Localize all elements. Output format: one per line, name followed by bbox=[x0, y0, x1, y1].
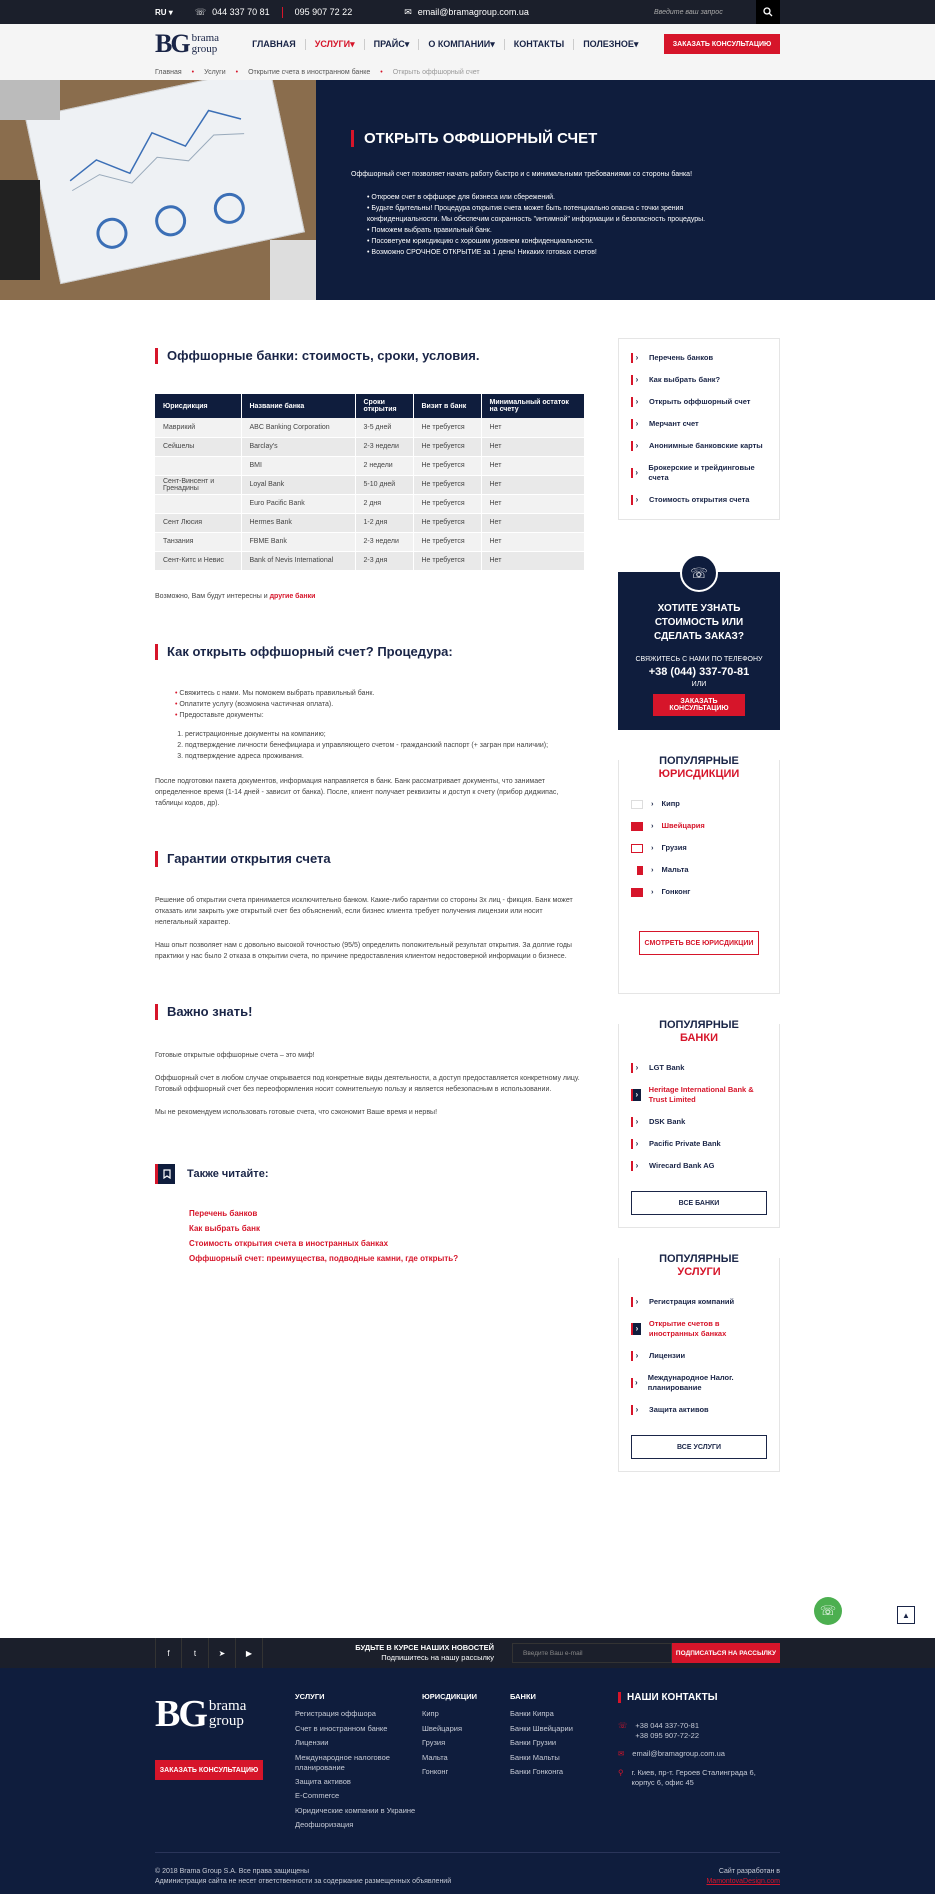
table-cell: Нет bbox=[481, 532, 585, 551]
sidebar-item[interactable]: › Как выбрать банк? bbox=[631, 369, 767, 391]
also-links bbox=[189, 1206, 585, 1266]
table-cell: Нет bbox=[481, 551, 585, 570]
search bbox=[646, 0, 780, 24]
call-box: ☏ ХОТИТЕ УЗНАТЬ СТОИМОСТЬ ИЛИ СДЕЛАТЬ ЗАКАЗ? СВЯЖИТЕСЬ С НАМИ ПО ТЕЛЕФОНУ +38 (044) 337-70-81 ИЛИ ЗАКАЗАТЬ КОНСУЛЬТАЦИЮ bbox=[618, 572, 780, 730]
footer-jurisdictions: ЮРИСДИКЦИИ Кипр Швейцария Грузия Мальта Гонконг bbox=[422, 1692, 478, 1776]
nav-useful[interactable]: ПОЛЕЗНОЕ▾ bbox=[583, 38, 639, 49]
service-item[interactable]: › Лицензии bbox=[631, 1345, 767, 1367]
bookmark-icon bbox=[155, 1164, 175, 1184]
table-cell bbox=[155, 494, 241, 513]
procedure-steps: • Свяжитесь с нами. Мы поможем выбрать правильный банк. • Оплатите услугу (возможна частичная оплата). • Предоставьте документы: bbox=[155, 688, 585, 721]
email-link[interactable]: ✉ email@bramagroup.com.ua bbox=[404, 6, 529, 17]
table-cell: Loyal Bank bbox=[241, 475, 355, 494]
chevron-right-icon: › bbox=[631, 1297, 641, 1307]
section-title-procedure: Как открыть оффшорный счет? Процедура: bbox=[155, 644, 585, 660]
search-button[interactable] bbox=[756, 0, 780, 24]
phone-2[interactable]: 095 907 72 22 bbox=[294, 7, 353, 17]
footer-banks: БАНКИ Банки Кипра Банки Швейцарии Банки Грузии Банки Мальты Банки Гонконга bbox=[510, 1692, 573, 1776]
nav-home[interactable]: ГЛАВНАЯ bbox=[243, 39, 306, 50]
table-cell: Нет bbox=[481, 418, 585, 437]
sidebar bbox=[618, 348, 780, 1472]
mail-icon: ✉ bbox=[618, 1749, 625, 1758]
subscribe-email-input[interactable]: Введите Ваш e-mail bbox=[512, 1643, 672, 1663]
important-p2: Оффшорный счет в любом случае открывается под конкретные виды деятельности, а доступ предоставляется конкретному лицу. Готовый оффшорный счет без переоформления носит сомнительную пользу и является небезопасным в использовании. bbox=[155, 1074, 580, 1093]
table-row bbox=[155, 513, 585, 532]
guarantees-p1: Решение об открытии счета принимается исключительно банком. Какие-либо гарантии со стороны 3х лиц - фикция. Банк может отказать или закрыть уже открытый счет без объяснений, если бизнес клиента требует получения лицензии или носит нелегальный характер. bbox=[155, 896, 573, 926]
nav-contacts[interactable]: КОНТАКТЫ bbox=[505, 39, 574, 50]
table-cell: 2 недели bbox=[355, 456, 413, 475]
table-row bbox=[155, 532, 585, 551]
table-cell: Не требуется bbox=[413, 532, 481, 551]
chevron-right-icon: › bbox=[631, 1117, 641, 1127]
all-banks-button[interactable]: ВСЕ БАНКИ bbox=[631, 1191, 767, 1215]
sidebar-menu bbox=[618, 338, 780, 520]
content bbox=[155, 348, 585, 1472]
subscribe-button[interactable]: ПОДПИСАТЬСЯ НА РАССЫЛКУ bbox=[672, 1643, 780, 1663]
other-banks-link[interactable]: другие банки bbox=[269, 592, 316, 600]
table-cell: Не требуется bbox=[413, 437, 481, 456]
footer-logo[interactable]: BG brama group bbox=[155, 1693, 247, 1735]
cyprus-flag-icon bbox=[631, 800, 643, 809]
telegram-icon[interactable]: ➤ bbox=[209, 1638, 236, 1668]
phone-icon: ☏ bbox=[618, 1721, 628, 1730]
table-cell: Bank of Nevis International bbox=[241, 551, 355, 570]
crumb-current: Открыть оффшорный счет bbox=[392, 68, 480, 76]
scroll-top-icon[interactable]: ▲ bbox=[897, 1606, 915, 1624]
chevron-right-icon: › bbox=[631, 1405, 641, 1415]
facebook-icon[interactable]: f bbox=[155, 1638, 182, 1668]
chevron-right-icon: › bbox=[631, 419, 641, 429]
table-cell: Сент Люсия bbox=[155, 513, 241, 532]
table-cell: 3-5 дней bbox=[355, 418, 413, 437]
chevron-right-icon: › bbox=[631, 1323, 641, 1335]
banks-table: Юрисдикция Название банка Сроки открытия Визит в банк Минимальный остаток на счету Маврикий ABC Banking Corporation 3-5 дней Не требуется Нет Сейшелы Barclay's 2-3 недели Не требуется Нет BMI 2 недели Не требуется Нет Сент-Винсент и Гренадины Loyal Bank 5-10 дней Не требуется Нет Euro Pacific Bank 2 дня Не требуется Нет Сент Люсия Hermes Bank 1-2 дня Не требуется Нет Танзания FBME Bank 2-3 недели Не требуется Нет Сент-Китс и Невис Bank of Nevis International 2-3 дня Не требуется Нет bbox=[155, 394, 585, 571]
sidebar-item[interactable]: › Стоимость открытия счета bbox=[631, 489, 767, 511]
footer-contacts: НАШИ КОНТАКТЫ ☏ +38 044 337-70-81 +38 095 907-72-22 ✉ email@bramagroup.com.ua ⚲ г. Киев, пр-т. Героев Сталинграда 6, корпус 6, офис 45 bbox=[618, 1692, 780, 1832]
table-row bbox=[155, 437, 585, 456]
table-cell: Сент-Винсент и Гренадины bbox=[155, 475, 241, 494]
table-cell bbox=[155, 456, 241, 475]
table-cell: Barclay's bbox=[241, 437, 355, 456]
table-cell: Сент-Китс и Невис bbox=[155, 551, 241, 570]
logo[interactable]: BG brama group bbox=[155, 29, 220, 58]
table-cell: FBME Bank bbox=[241, 532, 355, 551]
breadcrumb: Главная • Услуги • Открытие счета в иностранном банке • Открыть оффшорный счет bbox=[155, 68, 480, 76]
copyright: © 2018 Brama Group S.A. Все права защищены Администрация сайта не несет ответственности за содержание размещенных объявлений Сайт разработан в MamontovaDesign.com bbox=[155, 1852, 780, 1887]
whatsapp-icon[interactable]: ☏ bbox=[814, 1597, 842, 1625]
table-row bbox=[155, 475, 585, 494]
bank-item[interactable]: › Pacific Private Bank bbox=[631, 1133, 767, 1155]
hero-lead: Оффшорный счет позволяет начать работу быстро и с минимальными требованиями со стороны банка! bbox=[351, 171, 693, 178]
table-cell: Танзания bbox=[155, 532, 241, 551]
section-title-important: Важно знать! bbox=[155, 1004, 585, 1020]
nav-about[interactable]: О КОМПАНИИ▾ bbox=[419, 39, 504, 50]
table-cell: Маврикий bbox=[155, 418, 241, 437]
crumb-home[interactable]: Главная bbox=[155, 68, 182, 76]
table-cell: Euro Pacific Bank bbox=[241, 494, 355, 513]
hongkong-flag-icon bbox=[631, 888, 643, 897]
table-cell: BMI bbox=[241, 456, 355, 475]
also-read: Также читайте: bbox=[155, 1164, 585, 1184]
table-cell: Нет bbox=[481, 475, 585, 494]
crumb-account[interactable]: Открытие счета в иностранном банке bbox=[248, 68, 371, 76]
table-cell: Не требуется bbox=[413, 475, 481, 494]
also-link[interactable]: Как выбрать банк bbox=[189, 1223, 260, 1233]
bank-item[interactable]: › LGT Bank bbox=[631, 1057, 767, 1079]
phone-icon: ☏ bbox=[194, 6, 207, 17]
consultation-button[interactable]: ЗАКАЗАТЬ КОНСУЛЬТАЦИЮ bbox=[664, 34, 780, 54]
chevron-right-icon: › bbox=[631, 397, 641, 407]
document-list: 1. регистрационные документы на компанию; 2. подтверждение личности бенефициара и управляющего счетом - гражданский паспорт (+ загран при наличии); 3. подтверждение адреса проживания. bbox=[155, 729, 585, 762]
sidebar-item[interactable]: › Брокерские и трейдинговые счета bbox=[631, 457, 767, 489]
table-row bbox=[155, 551, 585, 570]
chevron-right-icon: › bbox=[631, 468, 640, 478]
all-jurisdictions-button[interactable]: СМОТРЕТЬ ВСЕ ЮРИСДИКЦИИ bbox=[639, 931, 759, 955]
chevron-right-icon: › bbox=[631, 1139, 641, 1149]
bank-item[interactable]: › DSK Bank bbox=[631, 1111, 767, 1133]
hero-bullets: • Откроем счет в оффшоре для бизнеса или сбережений. • Будьте бдительны! Процедура открытия счета может быть потенциально опасна с точки зрения конфиденциальности. Мы обеспечим сохранность "интимной" информации и безопасность процедуры. • Поможем выбрать правильный банк. • Посоветуем юрисдикцию с хорошим уровнем конфиденциальности. • Возможно СРОЧНОЕ ОТКРЫТИЕ за 1 день! Никаких готовых счетов! bbox=[351, 192, 751, 258]
all-services-button[interactable]: ВСЕ УСЛУГИ bbox=[631, 1435, 767, 1459]
table-cell: Сейшелы bbox=[155, 437, 241, 456]
mail-icon: ✉ bbox=[404, 6, 412, 17]
table-cell: Нет bbox=[481, 513, 585, 532]
top-bar bbox=[0, 0, 935, 24]
malta-flag-icon bbox=[631, 866, 643, 875]
section-title-banks: Оффшорные банки: стоимость, сроки, условия. bbox=[155, 348, 585, 364]
bank-item[interactable]: › Heritage International Bank & Trust Limited bbox=[631, 1079, 767, 1111]
popular-services: ПОПУЛЯРНЫЕ УСЛУГИ › Регистрация компаний › Открытие счетов в иностранных банках › Лицензии › Международное Налог. планирование › Защита активов ВСЕ УСЛУГИ bbox=[618, 1258, 780, 1472]
developer-link[interactable]: MamontovaDesign.com bbox=[706, 1878, 780, 1885]
menu bbox=[243, 39, 647, 50]
section-title-guarantees: Гарантии открытия счета bbox=[155, 851, 585, 867]
important-p1: Готовые открытые оффшорные счета – это миф! bbox=[155, 1051, 315, 1059]
chevron-right-icon: › bbox=[631, 1161, 641, 1171]
jurisdiction-item[interactable]: › Швейцария bbox=[631, 815, 767, 837]
nav-price[interactable]: ПРАЙС▾ bbox=[365, 39, 420, 50]
table-cell: Не требуется bbox=[413, 494, 481, 513]
popular-jurisdictions: ПОПУЛЯРНЫЕ ЮРИСДИКЦИИ › Кипр › Швейцария › Грузия › Мальта › Гонконг СМОТРЕТЬ ВСЕ ЮРИСДИКЦИИ bbox=[618, 760, 780, 994]
sidebar-item[interactable]: › Перечень банков bbox=[631, 347, 767, 369]
crumb-services[interactable]: Услуги bbox=[204, 68, 226, 76]
hero-image bbox=[0, 80, 316, 300]
service-item[interactable]: › Защита активов bbox=[631, 1399, 767, 1421]
chevron-right-icon: › bbox=[631, 1378, 640, 1388]
table-cell: 2-3 дня bbox=[355, 551, 413, 570]
switzerland-flag-icon bbox=[631, 822, 643, 831]
table-row bbox=[155, 456, 585, 475]
language-selector[interactable]: RU ▾ bbox=[155, 7, 173, 17]
footer-services: УСЛУГИ Регистрация оффшора Счет в иностранном банке Лицензии Международное налоговое планирование Защита активов E-Commerce Юридические компании в Украине Деофшоризация bbox=[295, 1692, 416, 1829]
phone-chat-icon: ☏ bbox=[680, 554, 718, 592]
table-cell: ABC Banking Corporation bbox=[241, 418, 355, 437]
chevron-right-icon: › bbox=[631, 353, 641, 363]
table-cell: Нет bbox=[481, 437, 585, 456]
bank-item[interactable]: › Wirecard Bank AG bbox=[631, 1155, 767, 1177]
sidebar-item[interactable]: › Открыть оффшорный счет bbox=[631, 391, 767, 413]
call-consultation-button[interactable]: ЗАКАЗАТЬ КОНСУЛЬТАЦИЮ bbox=[653, 694, 745, 716]
search-icon bbox=[763, 7, 773, 17]
jurisdiction-item[interactable]: › Кипр bbox=[631, 793, 767, 815]
table-cell: Не требуется bbox=[413, 418, 481, 437]
table-cell: Не требуется bbox=[413, 513, 481, 532]
also-link[interactable]: Перечень банков bbox=[189, 1208, 258, 1218]
footer bbox=[0, 1668, 935, 1894]
georgia-flag-icon bbox=[631, 844, 643, 853]
chevron-right-icon: › bbox=[631, 1351, 641, 1361]
important-p3: Мы не рекомендуем использовать готовые счета, что сэкономит Ваше время и нервы! bbox=[155, 1108, 438, 1116]
sidebar-item[interactable]: › Мерчант счет bbox=[631, 413, 767, 435]
table-cell: Не требуется bbox=[413, 551, 481, 570]
table-cell: Нет bbox=[481, 494, 585, 513]
main-nav bbox=[155, 24, 780, 64]
footer-consultation-button[interactable]: ЗАКАЗАТЬ КОНСУЛЬТАЦИЮ bbox=[155, 1760, 263, 1780]
chevron-right-icon: › bbox=[631, 495, 641, 505]
other-banks-note: Возможно, Вам будут интересны и другие банки bbox=[155, 592, 316, 600]
table-cell: 5-10 дней bbox=[355, 475, 413, 494]
hero bbox=[0, 80, 935, 300]
sidebar-item[interactable]: › Анонимные банковские карты bbox=[631, 435, 767, 457]
table-row bbox=[155, 494, 585, 513]
table-cell: 2-3 недели bbox=[355, 532, 413, 551]
also-link[interactable]: Стоимость открытия счета в иностранных банках bbox=[189, 1238, 389, 1248]
table-cell: 1-2 дня bbox=[355, 513, 413, 532]
jurisdiction-item[interactable]: › Мальта bbox=[631, 859, 767, 881]
service-item[interactable]: › Регистрация компаний bbox=[631, 1291, 767, 1313]
service-item[interactable]: › Международное Налог. планирование bbox=[631, 1367, 767, 1399]
table-cell: 2-3 недели bbox=[355, 437, 413, 456]
search-input[interactable]: Введите ваш запрос bbox=[646, 0, 756, 24]
table-cell: Нет bbox=[481, 456, 585, 475]
service-item[interactable]: › Открытие счетов в иностранных банках bbox=[631, 1313, 767, 1345]
chevron-right-icon: › bbox=[631, 1063, 641, 1073]
chevron-right-icon: › bbox=[631, 441, 641, 451]
phone-1[interactable]: ☏ 044 337 70 81 bbox=[195, 7, 283, 18]
hero-title: ОТКРЫТЬ ОФФШОРНЫЙ СЧЕТ bbox=[351, 130, 935, 147]
popular-banks: ПОПУЛЯРНЫЕ БАНКИ › LGT Bank › Heritage International Bank & Trust Limited › DSK Bank › Pacific Private Bank › Wirecard Bank AG ВСЕ БАНКИ bbox=[618, 1024, 780, 1228]
table-cell: Hermes Bank bbox=[241, 513, 355, 532]
procedure-text: После подготовки пакета документов, информация направляется в банк. Банк рассматривает документы, что занимает определенное время (1-14 дней - зависит от банка). После, клиент получает реквизиты и доступ к счету (прибор диджипас, таблицы кодов, др). bbox=[155, 777, 559, 807]
jurisdiction-item[interactable]: › Грузия bbox=[631, 837, 767, 859]
nav-services[interactable]: УСЛУГИ▾ bbox=[306, 39, 365, 50]
footer-block bbox=[0, 1638, 935, 1894]
youtube-icon[interactable]: ▶ bbox=[236, 1638, 263, 1668]
table-row bbox=[155, 418, 585, 437]
twitter-icon[interactable]: t bbox=[182, 1638, 209, 1668]
guarantees-p2: Наш опыт позволяет нам с довольно высокой точностью (95/5) определить положительный результат открытия. За долгие годы практики у нас было 2 отказа в открытии счета, по причине предоставления клиентом недостоверной информации о бизнесе. bbox=[155, 941, 572, 960]
subscribe-bar: f t ➤ ▶ БУДЬТЕ В КУРСЕ НАШИХ НОВОСТЕЙ Подпишитесь на нашу рассылку Введите Ваш e-mail ПОДПИСАТЬСЯ НА РАССЫЛКУ bbox=[0, 1638, 935, 1668]
table-cell: 2 дня bbox=[355, 494, 413, 513]
chevron-right-icon: › bbox=[631, 375, 641, 385]
location-icon: ⚲ bbox=[618, 1767, 624, 1777]
also-link[interactable]: Оффшорный счет: преимущества, подводные камни, где открыть? bbox=[189, 1253, 459, 1263]
jurisdiction-item[interactable]: › Гонконг bbox=[631, 881, 767, 903]
table-cell: Не требуется bbox=[413, 456, 481, 475]
chevron-right-icon: › bbox=[631, 1089, 641, 1101]
